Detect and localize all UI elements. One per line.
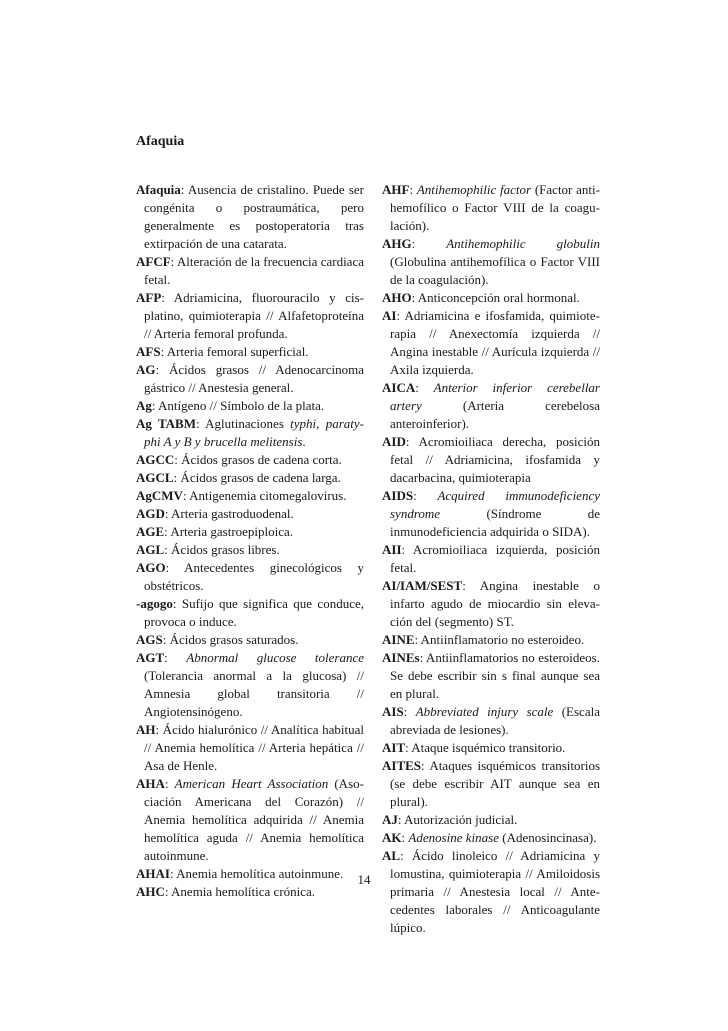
entry-definition: : Antiinflamatorios no esteroideos. Se debe escribir sin s final aunque sea en plural. xyxy=(390,650,600,701)
entry-term: AGO xyxy=(136,560,166,575)
entry-definition: : Antiinflamatorio no esteroideo. xyxy=(414,632,585,647)
entry-term: AGT xyxy=(136,650,165,665)
entry-definition: : xyxy=(164,776,175,791)
glossary-entry xyxy=(136,523,364,541)
entry-definition: (Adenosincinasa). xyxy=(499,830,597,845)
entry-definition: : Ácidos grasos libres. xyxy=(164,542,280,557)
glossary-entry xyxy=(382,181,600,235)
glossary-entry xyxy=(136,541,364,559)
entry-term: AINEs xyxy=(382,650,420,665)
right-column xyxy=(382,181,600,937)
entry-definition: : xyxy=(415,380,434,395)
entry-term: AHF xyxy=(382,182,410,197)
glossary-entry xyxy=(382,541,600,577)
glossary-entry xyxy=(136,181,364,253)
glossary-entry xyxy=(136,595,364,631)
entry-term: AICA xyxy=(382,380,416,395)
entry-definition: : Ataques isquémicos transitorios (se debe escribir AIT aunque sea en plural). xyxy=(390,758,600,809)
glossary-entry xyxy=(382,235,600,289)
entry-definition: : Antigenemia citomegalovirus. xyxy=(182,488,347,503)
glossary-entry xyxy=(382,487,600,541)
entry-definition: : Ataque isquémico transitorio. xyxy=(405,740,566,755)
glossary-entry xyxy=(136,505,364,523)
entry-definition: : Ácidos grasos // Adenocarcinoma gástrico // Anestesia general. xyxy=(144,362,364,395)
entry-term: AIDS xyxy=(382,488,414,503)
entry-term: AK xyxy=(382,830,402,845)
entry-definition: : Arteria femoral superficial. xyxy=(160,344,309,359)
entry-term: AGCL xyxy=(136,470,174,485)
entry-term: AFCF xyxy=(136,254,171,269)
entry-definition: : Ácidos grasos saturados. xyxy=(162,632,299,647)
glossary-entry xyxy=(382,703,600,739)
glossary-entry xyxy=(136,397,364,415)
entry-italic-text: Acquired immunodeficiency syndrome xyxy=(390,488,600,521)
entry-definition: : Anemia hemolítica crónica. xyxy=(164,884,316,899)
entry-term: AII xyxy=(382,542,402,557)
glossary-entry xyxy=(382,649,600,703)
entry-italic-text: Abnormal glucose tolerance xyxy=(186,650,364,665)
entry-definition: : Antecedentes ginecológicos y obstétricos. xyxy=(144,560,364,593)
entry-italic-text: Abbreviated injury scale xyxy=(415,704,554,719)
entry-definition: : Ácido linoleico // Adriamicina y lomustina, quimioterapia // Amiloidosis primaria // Anestesia local // Antecedentes laborales // Anticoagulante lúpico. xyxy=(390,848,600,935)
entry-term: AGCC xyxy=(136,452,175,467)
left-column xyxy=(136,181,364,901)
glossary-entry xyxy=(382,577,600,631)
entry-definition: (Escala abreviada de lesiones). xyxy=(390,704,600,737)
glossary-entry xyxy=(382,631,600,649)
entry-term: AGS xyxy=(136,632,163,647)
entry-term: AHC xyxy=(136,884,165,899)
entry-term: AHG xyxy=(382,236,412,251)
entry-definition: : Alteración de la frecuencia cardiaca fetal. xyxy=(144,254,364,287)
entry-definition: : Ácido hialurónico // Analítica habitual // Anemia hemolítica // Arteria hepática // Asa de Henle. xyxy=(144,722,364,773)
glossary-entry xyxy=(382,829,600,847)
glossary-entry xyxy=(382,811,600,829)
entry-definition: : xyxy=(401,830,409,845)
entry-term: AHAI xyxy=(136,866,170,881)
entry-italic-text: American Heart Association xyxy=(174,776,329,791)
entry-term: AgCMV xyxy=(136,488,183,503)
glossary-entry xyxy=(136,775,364,865)
entry-term: -agogo xyxy=(136,596,173,611)
entry-definition: : xyxy=(413,488,438,503)
page-number: 14 xyxy=(357,872,371,887)
glossary-entry xyxy=(382,433,600,487)
entry-definition: : Anemia hemolítica autoinmune. xyxy=(169,866,344,881)
entry-term: Afaquia xyxy=(136,182,181,197)
entry-definition: : Ácidos grasos de cadena larga. xyxy=(173,470,341,485)
entry-definition: : xyxy=(403,704,416,719)
entry-term: AGD xyxy=(136,506,165,521)
entry-term: AHO xyxy=(382,290,412,305)
glossary-entry xyxy=(382,847,600,937)
entry-term: Ag xyxy=(136,398,152,413)
entry-italic-text: Antihemophilic factor xyxy=(416,182,532,197)
entry-definition: : xyxy=(164,650,187,665)
glossary-entry xyxy=(382,739,600,757)
entry-definition: . xyxy=(302,434,306,449)
entry-definition: : Autorización judicial. xyxy=(397,812,518,827)
glossary-entry xyxy=(136,253,364,289)
glossary-entry xyxy=(136,649,364,721)
glossary-entry xyxy=(382,289,600,307)
entry-definition: : xyxy=(409,182,417,197)
glossary-entry xyxy=(382,379,600,433)
glossary-entry xyxy=(136,469,364,487)
glossary-entry xyxy=(136,559,364,595)
glossary-entry xyxy=(382,307,600,379)
entry-definition: : Aglutinaciones xyxy=(195,416,291,431)
entry-term: AHA xyxy=(136,776,165,791)
entry-italic-text: typhi, paratyphi A y B y brucella melitensis xyxy=(144,416,364,449)
entry-definition: : Adriamicina e ifosfamida, quimioterapia // Anexectomía izquierda // Angina inestable // Aurícula izquierda // Axila izquierda. xyxy=(390,308,600,377)
entry-definition: : Anticoncepción oral hormonal. xyxy=(411,290,580,305)
entry-term: AH xyxy=(136,722,156,737)
glossary-entry xyxy=(136,451,364,469)
entry-term: AFP xyxy=(136,290,162,305)
entry-term: AID xyxy=(382,434,406,449)
entry-italic-text: Antihemophilic globulin xyxy=(446,236,600,251)
glossary-entry xyxy=(136,487,364,505)
entry-term: AI/IAM/SEST xyxy=(382,578,463,593)
entry-definition: : Adriamicina, fluorouracilo y cisplatino, quimioterapia // Alfafetoproteína // Arteria femoral profunda. xyxy=(144,290,364,341)
entry-term: AJ xyxy=(382,812,398,827)
entry-term: AFS xyxy=(136,344,161,359)
running-header: Afaquia xyxy=(136,134,185,149)
entry-italic-text: Adenosine kinase xyxy=(408,830,499,845)
entry-term: AGL xyxy=(136,542,165,557)
entry-definition: : Arteria gastroepiploica. xyxy=(164,524,294,539)
entry-definition: (Asociación Americana del Corazón) // Anemia hemolítica adquirida // Anemia hemolítica aguda // Anemia hemolítica autoinmune. xyxy=(144,776,364,863)
entry-definition: (Arteria cerebelosa anteroinferior). xyxy=(390,398,600,431)
entry-definition: : xyxy=(411,236,447,251)
entry-term: AG xyxy=(136,362,156,377)
entry-term: AI xyxy=(382,308,397,323)
entry-italic-text: Anterior inferior cerebellar artery xyxy=(390,380,600,413)
glossary-entry xyxy=(136,361,364,397)
entry-definition: : Antígeno // Símbolo de la plata. xyxy=(151,398,325,413)
entry-term: AL xyxy=(382,848,401,863)
glossary-entry xyxy=(136,721,364,775)
entry-definition: : Angina inestable o infarto agudo de miocardio sin elevación del (segmento) ST. xyxy=(390,578,600,629)
entry-term: AIT xyxy=(382,740,406,755)
glossary-entry xyxy=(136,289,364,343)
entry-term: AINE xyxy=(382,632,415,647)
glossary-entry xyxy=(136,343,364,361)
glossary-entry xyxy=(136,631,364,649)
entry-definition: : Arteria gastroduodenal. xyxy=(164,506,294,521)
glossary-entry xyxy=(382,757,600,811)
entry-term: AITES xyxy=(382,758,422,773)
entry-term: AIS xyxy=(382,704,404,719)
entry-definition: (Tolerancia anormal a la glucosa) // Amnesia global transitoria // Angiotensinógeno. xyxy=(144,668,364,719)
entry-definition: : Sufijo que significa que conduce, provoca o induce. xyxy=(144,596,364,629)
entry-definition: : Acromioiliaca derecha, posición fetal // Adriamicina, ifosfamida y dacarbacina, quimioterapia xyxy=(390,434,600,485)
entry-term: Ag TABM xyxy=(136,416,196,431)
entry-definition: : Acromioiliaca izquierda, posición fetal. xyxy=(390,542,600,575)
entry-definition: : Ácidos grasos de cadena corta. xyxy=(174,452,342,467)
glossary-entry xyxy=(136,415,364,451)
entry-definition: : Ausencia de cristalino. Puede ser congénita o postraumática, pero generalmente es postoperatoria tras extirpación de una catarata. xyxy=(144,182,364,251)
entry-definition: (Globulina antihemofílica o Factor VIII de la coagulación). xyxy=(390,254,600,287)
entry-term: AGE xyxy=(136,524,165,539)
entry-definition: (Síndrome de inmunodeficiencia adquirida o SIDA). xyxy=(390,506,600,539)
entry-definition: (Factor antihemofílico o Factor VIII de la coagulación). xyxy=(390,182,600,233)
